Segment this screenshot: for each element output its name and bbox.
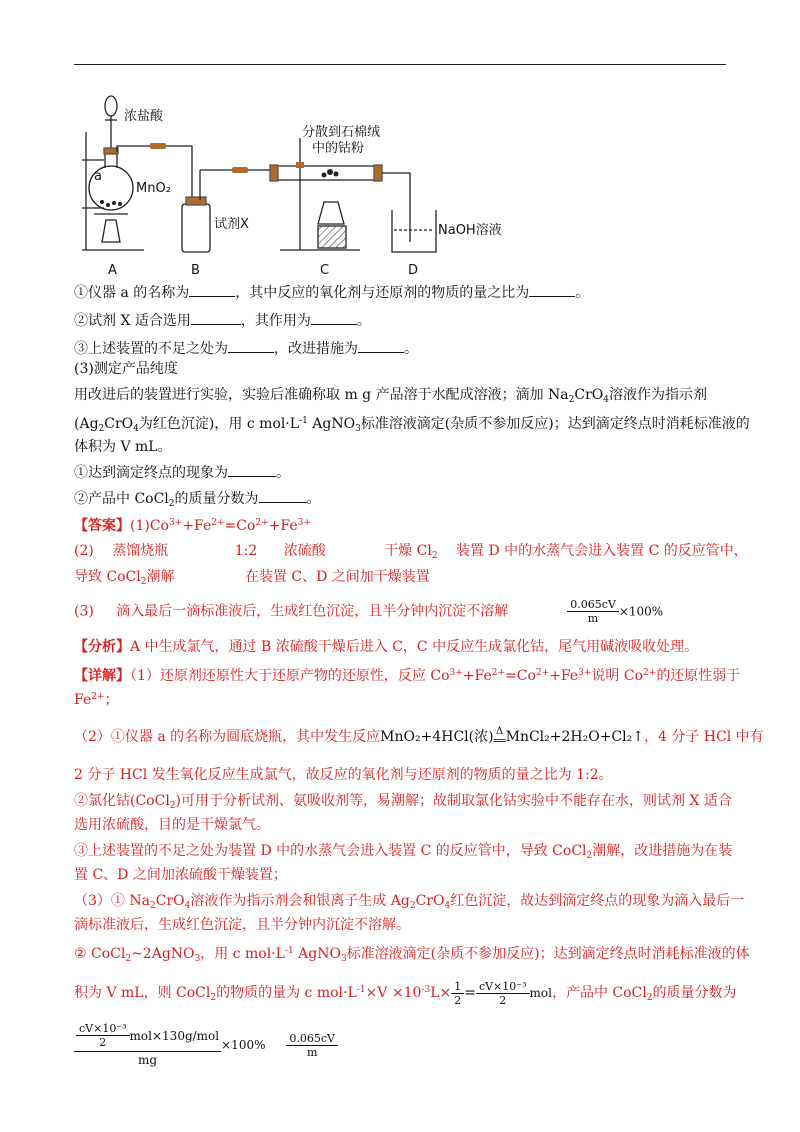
detail-4: ③上述装置的不足之处为装置 D 中的水蒸气会进入装置 C 的反应管中，导致 CoCl$_2$潮解，改进措施为在装: [74, 843, 733, 861]
question-4: ①达到滴定终点的现象为 。: [74, 462, 734, 484]
question-3: ③上述装置的不足之处为 ，改进措施为 。: [74, 338, 734, 360]
fraction: $\frac{\text{cV×10⁻³}}{2}$: [476, 980, 530, 1007]
part-3-title: (3)测定产品纯度: [74, 361, 178, 377]
answer-blank: [228, 462, 276, 477]
detail-3-cont: 选用浓硫酸，目的是干燥氯气。: [74, 817, 270, 833]
fraction: $\frac{\text{cV×10⁻³}}{2}$: [76, 1022, 130, 1049]
detail-7: 积为 V mL，则 CoCl$_2$的物质的量为 c $mol\cdot L^{-1}\times V \times 10^{-3}L\times$ $\frac{1}{2}$ = $\frac{\text{cV×10⁻³}}{2}$ mol，产品中 CoCl$_2$的质量分数为: [74, 979, 737, 1007]
part-3-text-3: 体积为 V mL。: [74, 439, 172, 455]
answer-2-cont: 导致 CoCl$_2$潮解 在装置 C、D 之间加干燥装置: [74, 569, 430, 587]
part-3-text-2: ($Ag_2CrO_4$为红色沉淀)，用 c $mol\cdot L^{-1}$ AgNO$_3$标准溶液滴定(杂质不参加反应)；达到滴定终点时消耗标准液的: [74, 416, 750, 434]
detail-5: （3）① $Na_2CrO_4$溶液作为指示剂会和银离子生成 $Ag_2CrO_4$红色沉淀，故达到滴定终点的现象为滴入最后一: [74, 893, 745, 911]
answer-2: (2) 蒸馏烧瓶 1:2 浓硫酸 干燥 $Cl_2$ 装置 D 中的水蒸气会进入装置 C 的反应管中，: [74, 543, 748, 561]
answer-blank: [189, 282, 235, 297]
answer-1: 【答案】$(1)Co^{3+}+Fe^{2+}=Co^{2+}+Fe^{3+}$: [74, 518, 311, 534]
detail-8: $\frac{\text{cV×10⁻³}}{2}$ mol×130g/mol mg ×100% $\frac{0.065cV}{m}$: [74, 1022, 338, 1068]
fraction: $\frac{1}{2}$: [451, 980, 464, 1007]
detail-1-cont: $Fe^{2+}$；: [74, 692, 119, 708]
part-3-text-1: 用改进后的装置进行实验，实验后准确称取 m g 产品溶于水配成溶液；滴加 $Na_2CrO_4$溶液作为指示剂: [74, 387, 707, 405]
label-A: A: [108, 263, 117, 278]
fraction: $\frac{0.065cV}{m}$: [567, 598, 619, 625]
label-conc-hcl: 浓盐酸: [124, 109, 164, 124]
answer-3: (3) 滴入最后一滴标准液后，生成红色沉淀，且半分钟内沉淀不溶解 $\frac{0.065cV}{m}$ ×100%: [74, 598, 664, 625]
detail-2: （2）①仪器 a 的名称为圆底烧瓶，其中发生反应MnO₂+4HCl(浓) Δ ══ MnCl₂+2H₂O+Cl₂↑，4 分子 HCl 中有: [74, 726, 764, 747]
label-B: B: [191, 263, 200, 278]
label-cotton: 分散到石棉绒: [302, 125, 381, 140]
analysis: 【分析】A 中生成氯气，通过 B 浓硫酸干燥后进入 C，C 中反应生成氯化钴，尾气用碱液吸收处理。: [74, 639, 699, 655]
label-C: C: [320, 263, 330, 278]
answer-blank: [358, 338, 404, 353]
answer-blank: [529, 282, 575, 297]
detail-5-cont: 滴标准液后，生成红色沉淀，且半分钟内沉淀不溶解。: [74, 917, 410, 933]
fraction: $\frac{0.065cV}{m}$: [286, 1032, 338, 1059]
apparatus-figure: [74, 92, 534, 282]
label-naoh: NaOH溶液: [438, 223, 502, 238]
detail-3: ②氯化钴(CoCl$_2$)可用于分析试剂、氨吸收剂等，易潮解；故制取氯化钴实验中不能存在水，则试剂 X 适合: [74, 793, 732, 811]
question-5: ②产品中 CoCl$_2$的质量分数为 。: [74, 488, 734, 515]
label-a: a: [94, 169, 102, 184]
answer-blank: [311, 310, 357, 325]
fraction: $\frac{\text{cV×10⁻³}}{2}$ mol×130g/mol mg: [74, 1022, 221, 1068]
question-1: ①仪器 a 的名称为 ，其中反应的氧化剂与还原剂的物质的量之比为 。: [74, 282, 734, 304]
detail-2-cont: 2 分子 HCl 发生氧化反应生成氯气，故反应的氧化剂与还原剂的物质的量之比为 1:2。: [74, 767, 613, 783]
label-cobalt: 中的钴粉: [312, 141, 365, 156]
label-mno2: MnO₂: [136, 181, 171, 196]
label-D: D: [408, 263, 419, 278]
answer-blank: [259, 488, 307, 503]
detail-4-cont: 置 C、D 之间加浓硫酸干燥装置；: [74, 867, 287, 883]
answer-blank: [228, 338, 274, 353]
answer-blank: [191, 310, 241, 325]
header-rule: [74, 64, 726, 65]
label-reagent-x: 试剂X: [214, 217, 249, 232]
question-2: ②试剂 X 适合选用 ，其作用为 。: [74, 310, 734, 332]
detail-1: 【详解】（1）还原剂还原性大于还原产物的还原性，反应 $Co^{3+}+Fe^{2+}=Co^{2+}+Fe^{3+}$说明 $Co^{2+}$的还原性弱于: [74, 668, 741, 684]
detail-6: ② CoCl$_2$~2AgNO$_3$，用 c $mol\cdot L^{-1}$ AgNO$_3$标准溶液滴定(杂质不参加反应)；达到滴定终点时消耗标准液的体: [74, 946, 750, 964]
